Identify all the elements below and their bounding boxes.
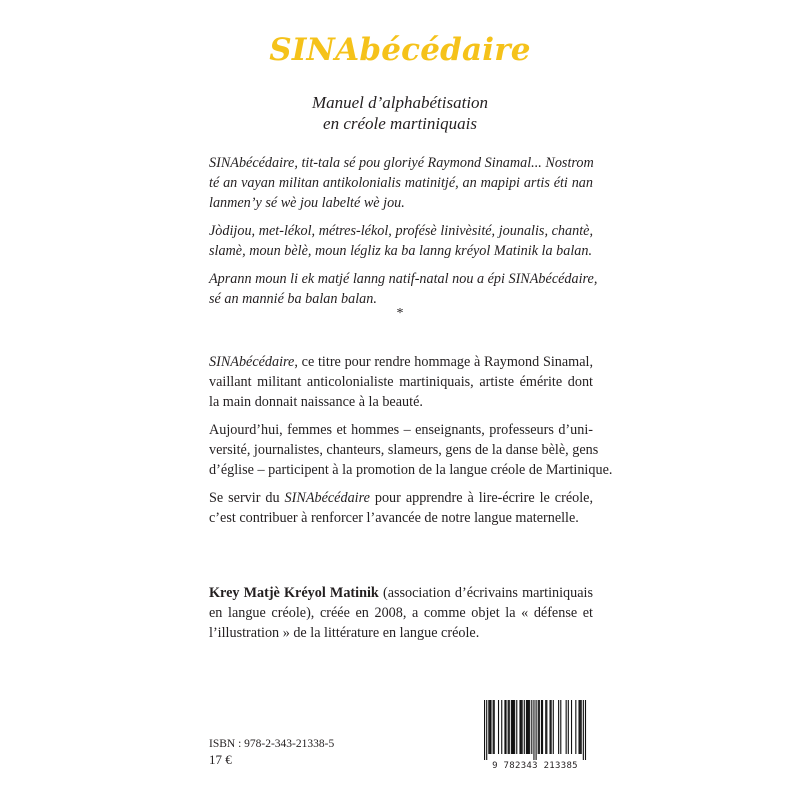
isbn-number: ISBN : 978-2-343-21338-5 xyxy=(209,738,335,750)
barcode-bar xyxy=(513,700,514,754)
barcode-bars xyxy=(478,700,592,760)
barcode-bar xyxy=(527,700,528,754)
barcode-bar xyxy=(551,700,552,754)
barcode-bar xyxy=(541,700,542,754)
barcode-bar xyxy=(581,700,582,754)
barcode-bar xyxy=(498,700,499,754)
barcode-bar xyxy=(578,700,579,754)
text-line: Aprann moun li ek matjé lanng natif-natal nou a épi SINAbécédaire, xyxy=(209,271,598,287)
barcode-bar xyxy=(528,700,529,754)
barcode-bar xyxy=(516,700,517,754)
barcode-bar xyxy=(531,700,532,754)
barcode-bar xyxy=(538,700,539,754)
barcode-bar xyxy=(524,700,525,754)
creole-paragraph-3 xyxy=(209,269,598,309)
barcode-bar xyxy=(580,700,581,754)
barcode-bar xyxy=(533,700,534,760)
text-line: slamè, moun bèlè, moun légliz ka ba lanng kréyol Matinik la balan. xyxy=(209,243,593,259)
association-name: Krey Matjè Kréyol Matinik xyxy=(209,585,379,601)
barcode-bar xyxy=(486,700,487,760)
text-line: c’est contribuer à renforcer l’avancée de notre langue maternelle. xyxy=(209,510,579,526)
text-fragment: , ce titre pour rendre hommage à Raymond Sinamal, xyxy=(294,354,593,370)
barcode-bar xyxy=(504,700,505,754)
subtitle-line-2: en créole martiniquais xyxy=(323,114,477,133)
barcode-bar xyxy=(558,700,559,754)
french-paragraph-2 xyxy=(209,420,613,480)
text-line: sé an mannié ba balan balan. xyxy=(209,291,377,307)
text-line xyxy=(209,488,593,508)
barcode-bar xyxy=(494,700,495,754)
association-paragraph xyxy=(209,583,593,643)
text-line xyxy=(209,352,593,372)
title-emphasis: SINAbécédaire xyxy=(284,490,370,506)
barcode-bar xyxy=(526,700,527,754)
text-fragment: pour apprendre à lire-écrire le créole, xyxy=(369,490,593,506)
barcode-bar xyxy=(553,700,554,754)
barcode-bar xyxy=(521,700,522,754)
french-paragraph-3 xyxy=(209,488,593,528)
barcode-bar xyxy=(542,700,543,754)
barcode-bar xyxy=(501,700,502,754)
barcode-bar xyxy=(508,700,509,754)
price: 17 € xyxy=(209,752,232,767)
creole-paragraph-1 xyxy=(209,153,593,213)
barcode-bar xyxy=(489,700,490,754)
text-line xyxy=(209,583,593,603)
text-line: té an vayan militan antikolonialis matinitjé, an mapipi artis éti nan xyxy=(209,175,593,191)
barcode-bar xyxy=(583,700,584,760)
barcode-bar xyxy=(505,700,506,754)
text-line: vaillant militant anticolonialiste martiniquais, artiste émérite dont xyxy=(209,374,593,390)
book-title: SINAbécédaire xyxy=(269,32,531,68)
text-line: la main donnait naissance à la beauté. xyxy=(209,394,423,410)
barcode-bar xyxy=(493,700,494,754)
barcode xyxy=(478,700,592,774)
barcode-bar xyxy=(509,700,510,754)
barcode-bar xyxy=(571,700,572,754)
barcode-bar xyxy=(539,700,540,754)
barcode-bar xyxy=(529,700,530,754)
barcode-bar xyxy=(484,700,485,760)
barcode-bar xyxy=(519,700,520,754)
text-line: en langue créole), créée en 2008, a comme objet la « défense et xyxy=(209,605,593,621)
barcode-bar xyxy=(549,700,550,754)
text-line: Jòdijou, met-lékol, métres-lékol, profésè linivèsité, jounalis, chantè, xyxy=(209,223,593,239)
text-line: l’illustration » de la littérature en langue créole. xyxy=(209,625,480,641)
barcode-bar xyxy=(536,700,537,760)
barcode-bar xyxy=(545,700,546,754)
barcode-bar xyxy=(512,700,513,754)
french-blurb xyxy=(209,352,613,536)
barcode-bar xyxy=(585,700,586,760)
creole-blurb xyxy=(209,153,598,317)
barcode-bar xyxy=(546,700,547,754)
section-separator: * xyxy=(396,306,404,321)
barcode-bar xyxy=(560,700,561,754)
book-subtitle xyxy=(0,92,800,134)
barcode-bar xyxy=(566,700,567,754)
barcode-bar xyxy=(522,700,523,754)
french-paragraph-1 xyxy=(209,352,593,412)
text-line: Aujourd’hui, femmes et hommes – enseignants, professeurs d’uni- xyxy=(209,422,593,438)
subtitle-line-1: Manuel d’alphabétisation xyxy=(311,93,489,112)
text-line: versité, journalistes, chanteurs, slameurs, gens de la danse bèlè, gens xyxy=(209,442,599,458)
text-fragment: (association d’écrivains martiniquais xyxy=(378,585,593,601)
barcode-bar xyxy=(490,700,491,754)
barcode-bar xyxy=(488,700,489,754)
barcode-bar xyxy=(575,700,576,754)
text-line: SINAbécédaire, tit-tala sé pou gloriyé Raymond Sinamal... Nostrom xyxy=(209,155,594,171)
barcode-bar xyxy=(511,700,512,754)
text-fragment: Se servir du xyxy=(209,490,285,506)
barcode-bar xyxy=(568,700,569,754)
barcode-bar xyxy=(514,700,515,754)
text-line: lanmen’y sé wè jou labelté wè jou. xyxy=(209,195,405,211)
association-note xyxy=(209,583,593,651)
creole-paragraph-2 xyxy=(209,221,593,261)
title-emphasis: SINAbécédaire xyxy=(209,354,295,370)
barcode-digits: 9 782343 213385 xyxy=(492,761,578,771)
text-line: d’église – participent à la promotion de la langue créole de Martinique. xyxy=(209,462,613,478)
